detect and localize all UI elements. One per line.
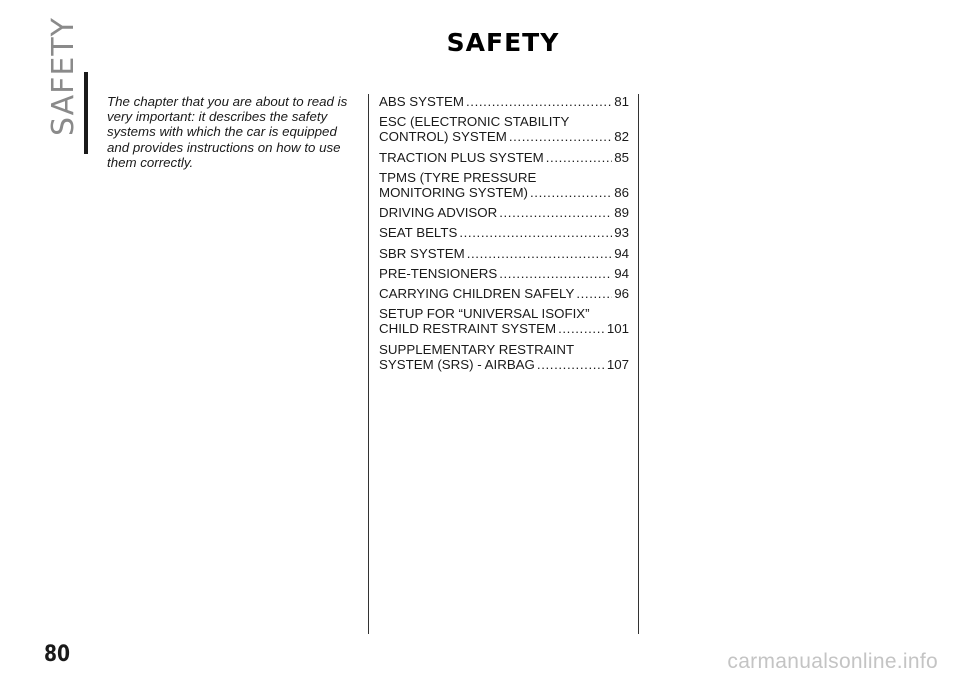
toc-entry-page: 86 <box>614 185 629 201</box>
toc-leader <box>530 185 612 200</box>
toc-entry-page: 82 <box>614 129 629 145</box>
toc-entry-title: ABS SYSTEM <box>379 94 464 109</box>
section-tab <box>44 17 84 136</box>
toc-entry-page: 93 <box>614 225 629 241</box>
toc-entry-page: 94 <box>614 245 629 261</box>
toc-entry-title: TRACTION PLUS SYSTEM <box>379 149 544 165</box>
toc-entry-page: 96 <box>614 286 629 302</box>
toc-entry-page: 81 <box>614 94 629 109</box>
toc-leader <box>537 357 605 372</box>
toc-entry-title: SBR SYSTEM <box>379 245 465 261</box>
toc-entry-title: CONTROL) SYSTEM <box>379 129 507 145</box>
toc-leader <box>558 321 605 336</box>
toc-entry-title: SYSTEM (SRS) - AIRBAG <box>379 356 535 372</box>
column-divider-right <box>638 94 639 634</box>
chapter-intro: The chapter that you are about to read is very important: it describes the safety systems with which the car is equipped and provides instructions on how to use them correctly. <box>107 94 348 170</box>
toc-entry[interactable] <box>379 150 629 165</box>
page-title: SAFETY <box>446 28 560 57</box>
toc-entry-page: 89 <box>614 205 629 221</box>
table-of-contents <box>379 94 629 377</box>
toc-entry-page: 107 <box>606 356 629 372</box>
toc-entry-title: CARRYING CHILDREN SAFELY <box>379 286 575 302</box>
toc-entry[interactable] <box>379 306 629 336</box>
toc-entry[interactable] <box>379 266 629 281</box>
toc-leader <box>467 246 612 261</box>
toc-leader <box>499 205 612 220</box>
toc-entry[interactable] <box>379 225 629 240</box>
toc-leader <box>466 94 612 109</box>
section-tab-bar <box>84 72 88 154</box>
toc-entry[interactable] <box>379 286 629 301</box>
toc-entry-page: 101 <box>606 321 629 337</box>
toc-entry-page: 85 <box>614 149 629 165</box>
toc-entry-title: PRE-TENSIONERS <box>379 265 498 281</box>
toc-entry-title: DRIVING ADVISOR <box>379 205 498 221</box>
toc-leader <box>509 129 612 144</box>
toc-entry-title: SETUP FOR “UNIVERSAL ISOFIX” <box>379 306 590 322</box>
toc-entry[interactable] <box>379 114 629 144</box>
toc-entry-title: MONITORING SYSTEM) <box>379 185 528 201</box>
toc-leader <box>546 150 612 165</box>
toc-entry-title: SUPPLEMENTARY RESTRAINT <box>379 341 575 357</box>
page-number: 80 <box>44 642 71 667</box>
toc-leader <box>459 225 612 240</box>
toc-entry[interactable] <box>379 205 629 220</box>
toc-entry[interactable] <box>379 342 629 372</box>
toc-leader <box>576 286 612 301</box>
toc-entry[interactable] <box>379 94 629 109</box>
toc-entry-title: CHILD RESTRAINT SYSTEM <box>379 321 557 337</box>
toc-entry-title: ESC (ELECTRONIC STABILITY <box>379 114 570 130</box>
toc-entry[interactable] <box>379 170 629 200</box>
toc-entry-title: SEAT BELTS <box>379 225 458 241</box>
toc-entry-title: TPMS (TYRE PRESSURE <box>379 169 537 185</box>
watermark: carmanualsonline.info <box>727 650 938 673</box>
section-tab-label: SAFETY <box>46 17 81 136</box>
toc-entry[interactable] <box>379 246 629 261</box>
toc-entry-page: 94 <box>614 265 629 281</box>
toc-leader <box>499 266 612 281</box>
column-divider-left <box>368 94 369 634</box>
